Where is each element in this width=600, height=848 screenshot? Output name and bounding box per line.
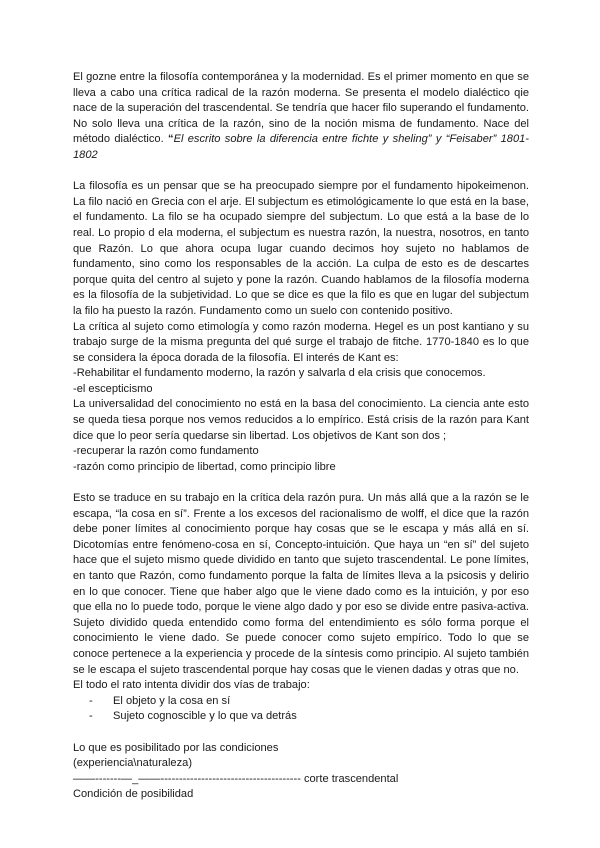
list-item — [73, 709, 529, 725]
italic-title: El escrito sobre la diferencia entre fichte y sheling” y “Feisaber” 1801-1802 — [73, 133, 529, 161]
line-condicion-posibilidad: Condición de posibilidad — [73, 788, 194, 801]
line-corte-trascendental: ——-------—_——-------------------------------------- corte trascendental — [73, 772, 399, 785]
list-item-text: El objeto y la cosa en sí — [113, 694, 231, 707]
paragraph-critica-razon-pura: Esto se traduce en su trabajo en la crítica dela razón pura. Un más allá que a la razón se le escapa, “la cosa en sí”. Frente a los excesos del racionalismo de wolff, el dice que la razón debe poner límites al conocimiento porque hay cosas que se le escapa y más allá en sí. Dicotomías entre fenómeno-cosa en sí, Concepto-intuición. Que haya un “en sí” del sujeto hace que el sujeto mismo quede dividido en tanto que sujeto trascendental. Le pone límites, en tanto que Razón, como fundamento porque la falta de límites lleva a la psicosis y delirio en lo que conocer. Tiene que haber algo que le viene dado como es la intuición, y por eso que ella no lo puede todo, porque le viene algo dado y por eso se divide entre pasiva-activa. Sujeto dividido queda entendido como forma del entendimiento es sólo forma porque el conocimiento le viene dado. Se puede conocer como sujeto empírico. Todo lo que se conoce pertenece a la experiencia y procede de la síntesis como principio. Al sujeto también se le escapa el sujeto trascendental porque hay cosas que le vienen dadas y otras que no. — [73, 492, 529, 676]
line-recuperar: -recuperar la razón como fundamento — [73, 445, 259, 458]
dash-bullet: - — [89, 710, 93, 723]
paragraph-text: El gozne entre la filosofía contemporánea y la modernidad. Es el primer momento en que se lleva a cabo una crítica radical de la razón moderna. Se presenta el modelo dialéctico qie nace de la superación del trascendental. Se tendría que hacer filo superando el fundamento. No solo lleva una crítica de la razón, sino de la noción misma de fundamento. Nace del método dialéctico. — [73, 71, 529, 146]
list-item-text: Sujeto cognoscible y lo que va detrás — [113, 710, 297, 723]
list-item — [73, 694, 529, 710]
quote-mark: “ — [168, 133, 174, 146]
line-dos-vias: El todo el rato intenta dividir dos vías de trabajo: — [73, 679, 310, 692]
line-experiencia: (experiencia\naturaleza) — [73, 757, 193, 770]
bullet-list — [73, 694, 529, 725]
paragraph-hegel-intro — [73, 70, 529, 164]
document-body — [73, 70, 529, 803]
spacer — [73, 725, 529, 741]
dash-bullet: - — [89, 694, 93, 707]
spacer — [73, 475, 529, 491]
spacer — [73, 164, 529, 180]
line-libertad: -razón como principio de libertad, como principio libre — [73, 460, 336, 473]
line-rehabilitar: -Rehabilitar el fundamento moderno, la razón y salvarla d ela crisis que conocemos. — [73, 367, 486, 380]
paragraph-critica-sujeto: La crítica al sujeto como etimología y como razón moderna. Hegel es un post kantiano y su trabajo surge de la misma pregunta del qué surge el trabajo de fitche. 1770-1840 es lo que se considera la época dorada de la filosofía. El interés de Kant es: — [73, 320, 529, 364]
paragraph-subjectum: La filosofía es un pensar que se ha preocupado siempre por el fundamento hipokeimenon. La filo nació en Grecia con el arje. El subjectum es etimológicamente lo que está en la base, el fundamento. La filo se ha ocupado siempre del subjectum. Lo que está a la base de lo real. Lo propio d ela moderna, el subjectum es nuestra razón, la nuestra, nosotros, en tanto que Razón. Lo que ahora ocupa lugar cuando decimos hoy sujeto no hablamos de fundamento, sino como los responsables de la acción. La culpa de esto es de descartes porque quita del centro al sujeto y pone la razón. Cuando hablamos de la filosofía moderna es la filosofía de la subjetividad. Lo que se dice es que la filo es que en lugar del subjectum la filo ha puesto la razón. Fundamento como un suelo con contenido positivo. — [73, 180, 529, 317]
paragraph-universalidad: La universalidad del conocimiento no está en la basa del conocimiento. La ciencia ante esto se queda tiesa porque nos vemos reducidos a lo empírico. Está crisis de la razón para Kant dice que lo peor sería quedarse sin libertad. Los objetivos de Kant son dos ; — [73, 398, 529, 442]
line-posibilitado: Lo que es posibilitado por las condiciones — [73, 741, 279, 754]
line-escepticismo: -el escepticismo — [73, 382, 153, 395]
